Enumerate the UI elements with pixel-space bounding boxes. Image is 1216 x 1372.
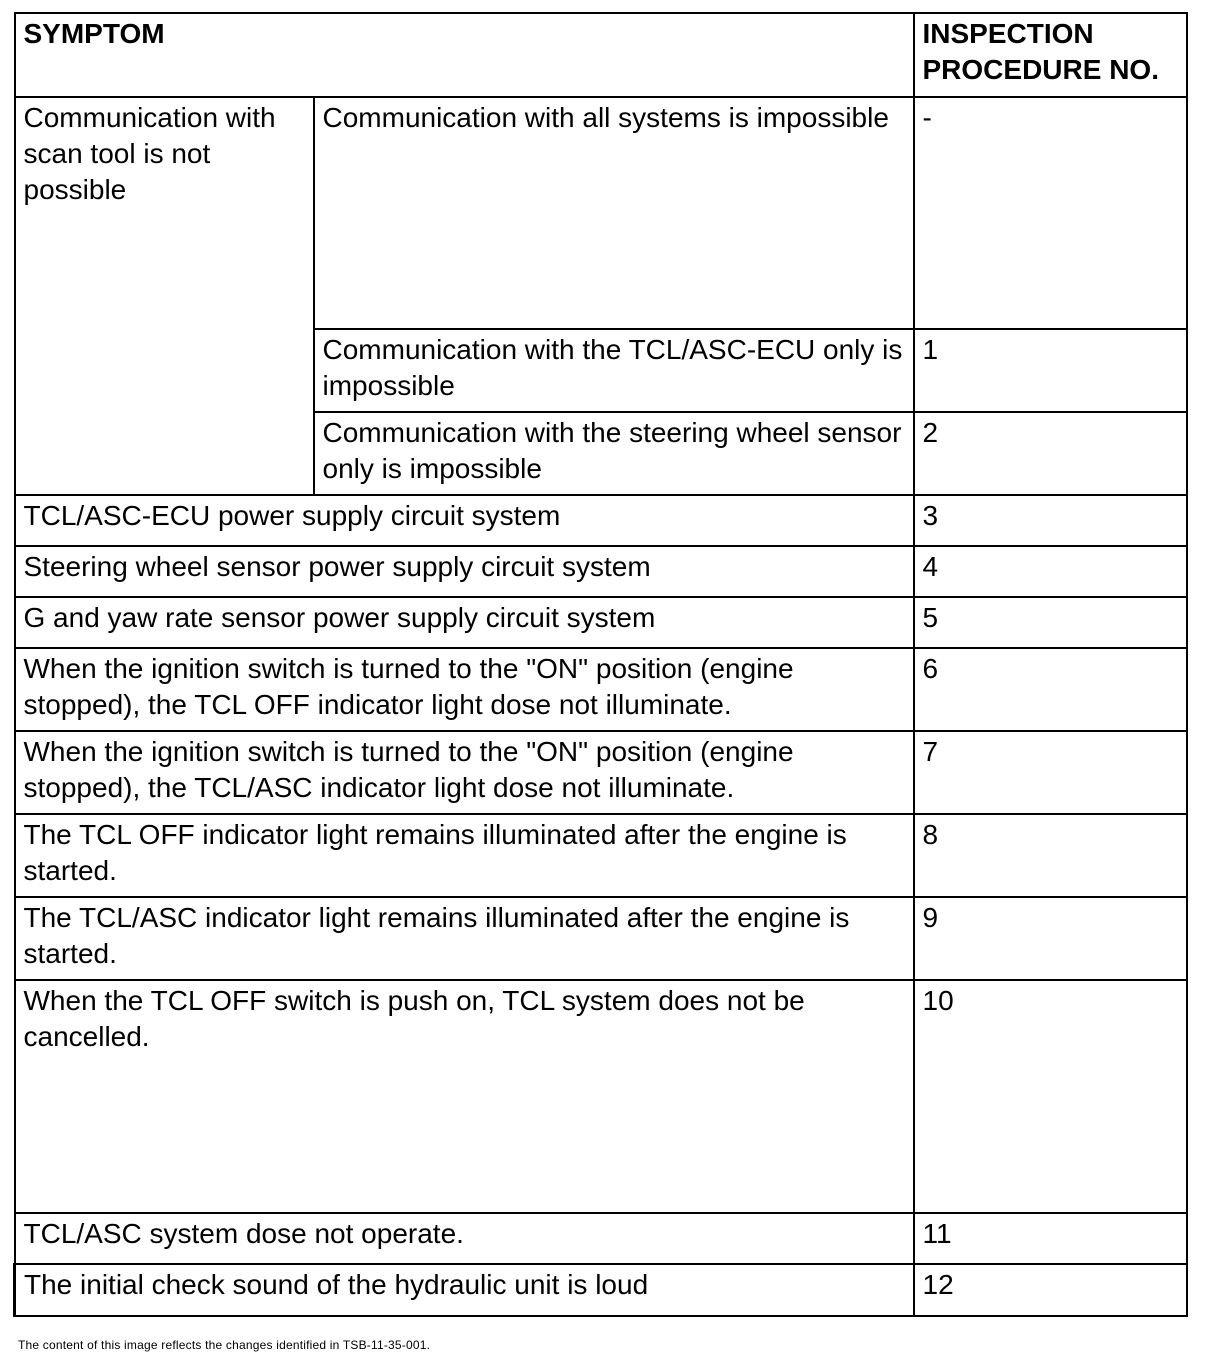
symptom-cell: When the TCL OFF switch is push on, TCL system does not be cancelled. (15, 980, 914, 1213)
table-row (15, 980, 1187, 1213)
table-row (15, 731, 1187, 814)
symptom-cell: When the ignition switch is turned to the "ON" position (engine stopped), the TCL OFF indicator light dose not illuminate. (15, 648, 914, 731)
symptom-cell: TCL/ASC-ECU power supply circuit system (15, 495, 914, 546)
procedure-cell: 8 (914, 814, 1187, 897)
procedure-header-line1: INSPECTION (922, 18, 1094, 49)
symptom-cell: When the ignition switch is turned to the "ON" position (engine stopped), the TCL/ASC indicator light dose not illuminate. (15, 731, 914, 814)
symptom-cell: G and yaw rate sensor power supply circuit system (15, 597, 914, 648)
footnote: The content of this image reflects the changes identified in TSB-11-35-001. (18, 1338, 431, 1352)
table-row (15, 1213, 1187, 1264)
procedure-header-line2: PROCEDURE NO. (922, 54, 1159, 85)
symptom-table (13, 12, 1188, 1317)
symptom-cell: Communication with all systems is impossible (314, 97, 914, 329)
procedure-cell: - (914, 97, 1187, 329)
symptom-cell: Communication with the steering wheel sensor only is impossible (314, 412, 914, 495)
table-row (15, 495, 1187, 546)
procedure-cell: 7 (914, 731, 1187, 814)
symptom-cell: The TCL OFF indicator light remains illuminated after the engine is started. (15, 814, 914, 897)
procedure-cell: 12 (914, 1264, 1187, 1316)
procedure-cell: 5 (914, 597, 1187, 648)
procedure-column-header (914, 13, 1187, 97)
procedure-cell: 1 (914, 329, 1187, 412)
table-row (15, 897, 1187, 980)
procedure-cell: 4 (914, 546, 1187, 597)
table-row (15, 546, 1187, 597)
table-header-row (15, 13, 1187, 97)
procedure-cell: 6 (914, 648, 1187, 731)
symptom-cell: The initial check sound of the hydraulic unit is loud (15, 1264, 914, 1316)
table-row (15, 1264, 1187, 1316)
procedure-cell: 10 (914, 980, 1187, 1213)
procedure-cell: 2 (914, 412, 1187, 495)
procedure-cell: 11 (914, 1213, 1187, 1264)
table-row (15, 814, 1187, 897)
table-row (15, 97, 1187, 329)
symptom-cell: The TCL/ASC indicator light remains illuminated after the engine is started. (15, 897, 914, 980)
symptom-cell: Communication with the TCL/ASC-ECU only is impossible (314, 329, 914, 412)
symptom-cell: Steering wheel sensor power supply circuit system (15, 546, 914, 597)
table-row (15, 648, 1187, 731)
symptom-cell: TCL/ASC system dose not operate. (15, 1213, 914, 1264)
communication-group-label: Communication with scan tool is not possible (15, 97, 314, 495)
symptom-column-header: SYMPTOM (15, 13, 914, 97)
procedure-cell: 9 (914, 897, 1187, 980)
procedure-cell: 3 (914, 495, 1187, 546)
table-row (15, 597, 1187, 648)
